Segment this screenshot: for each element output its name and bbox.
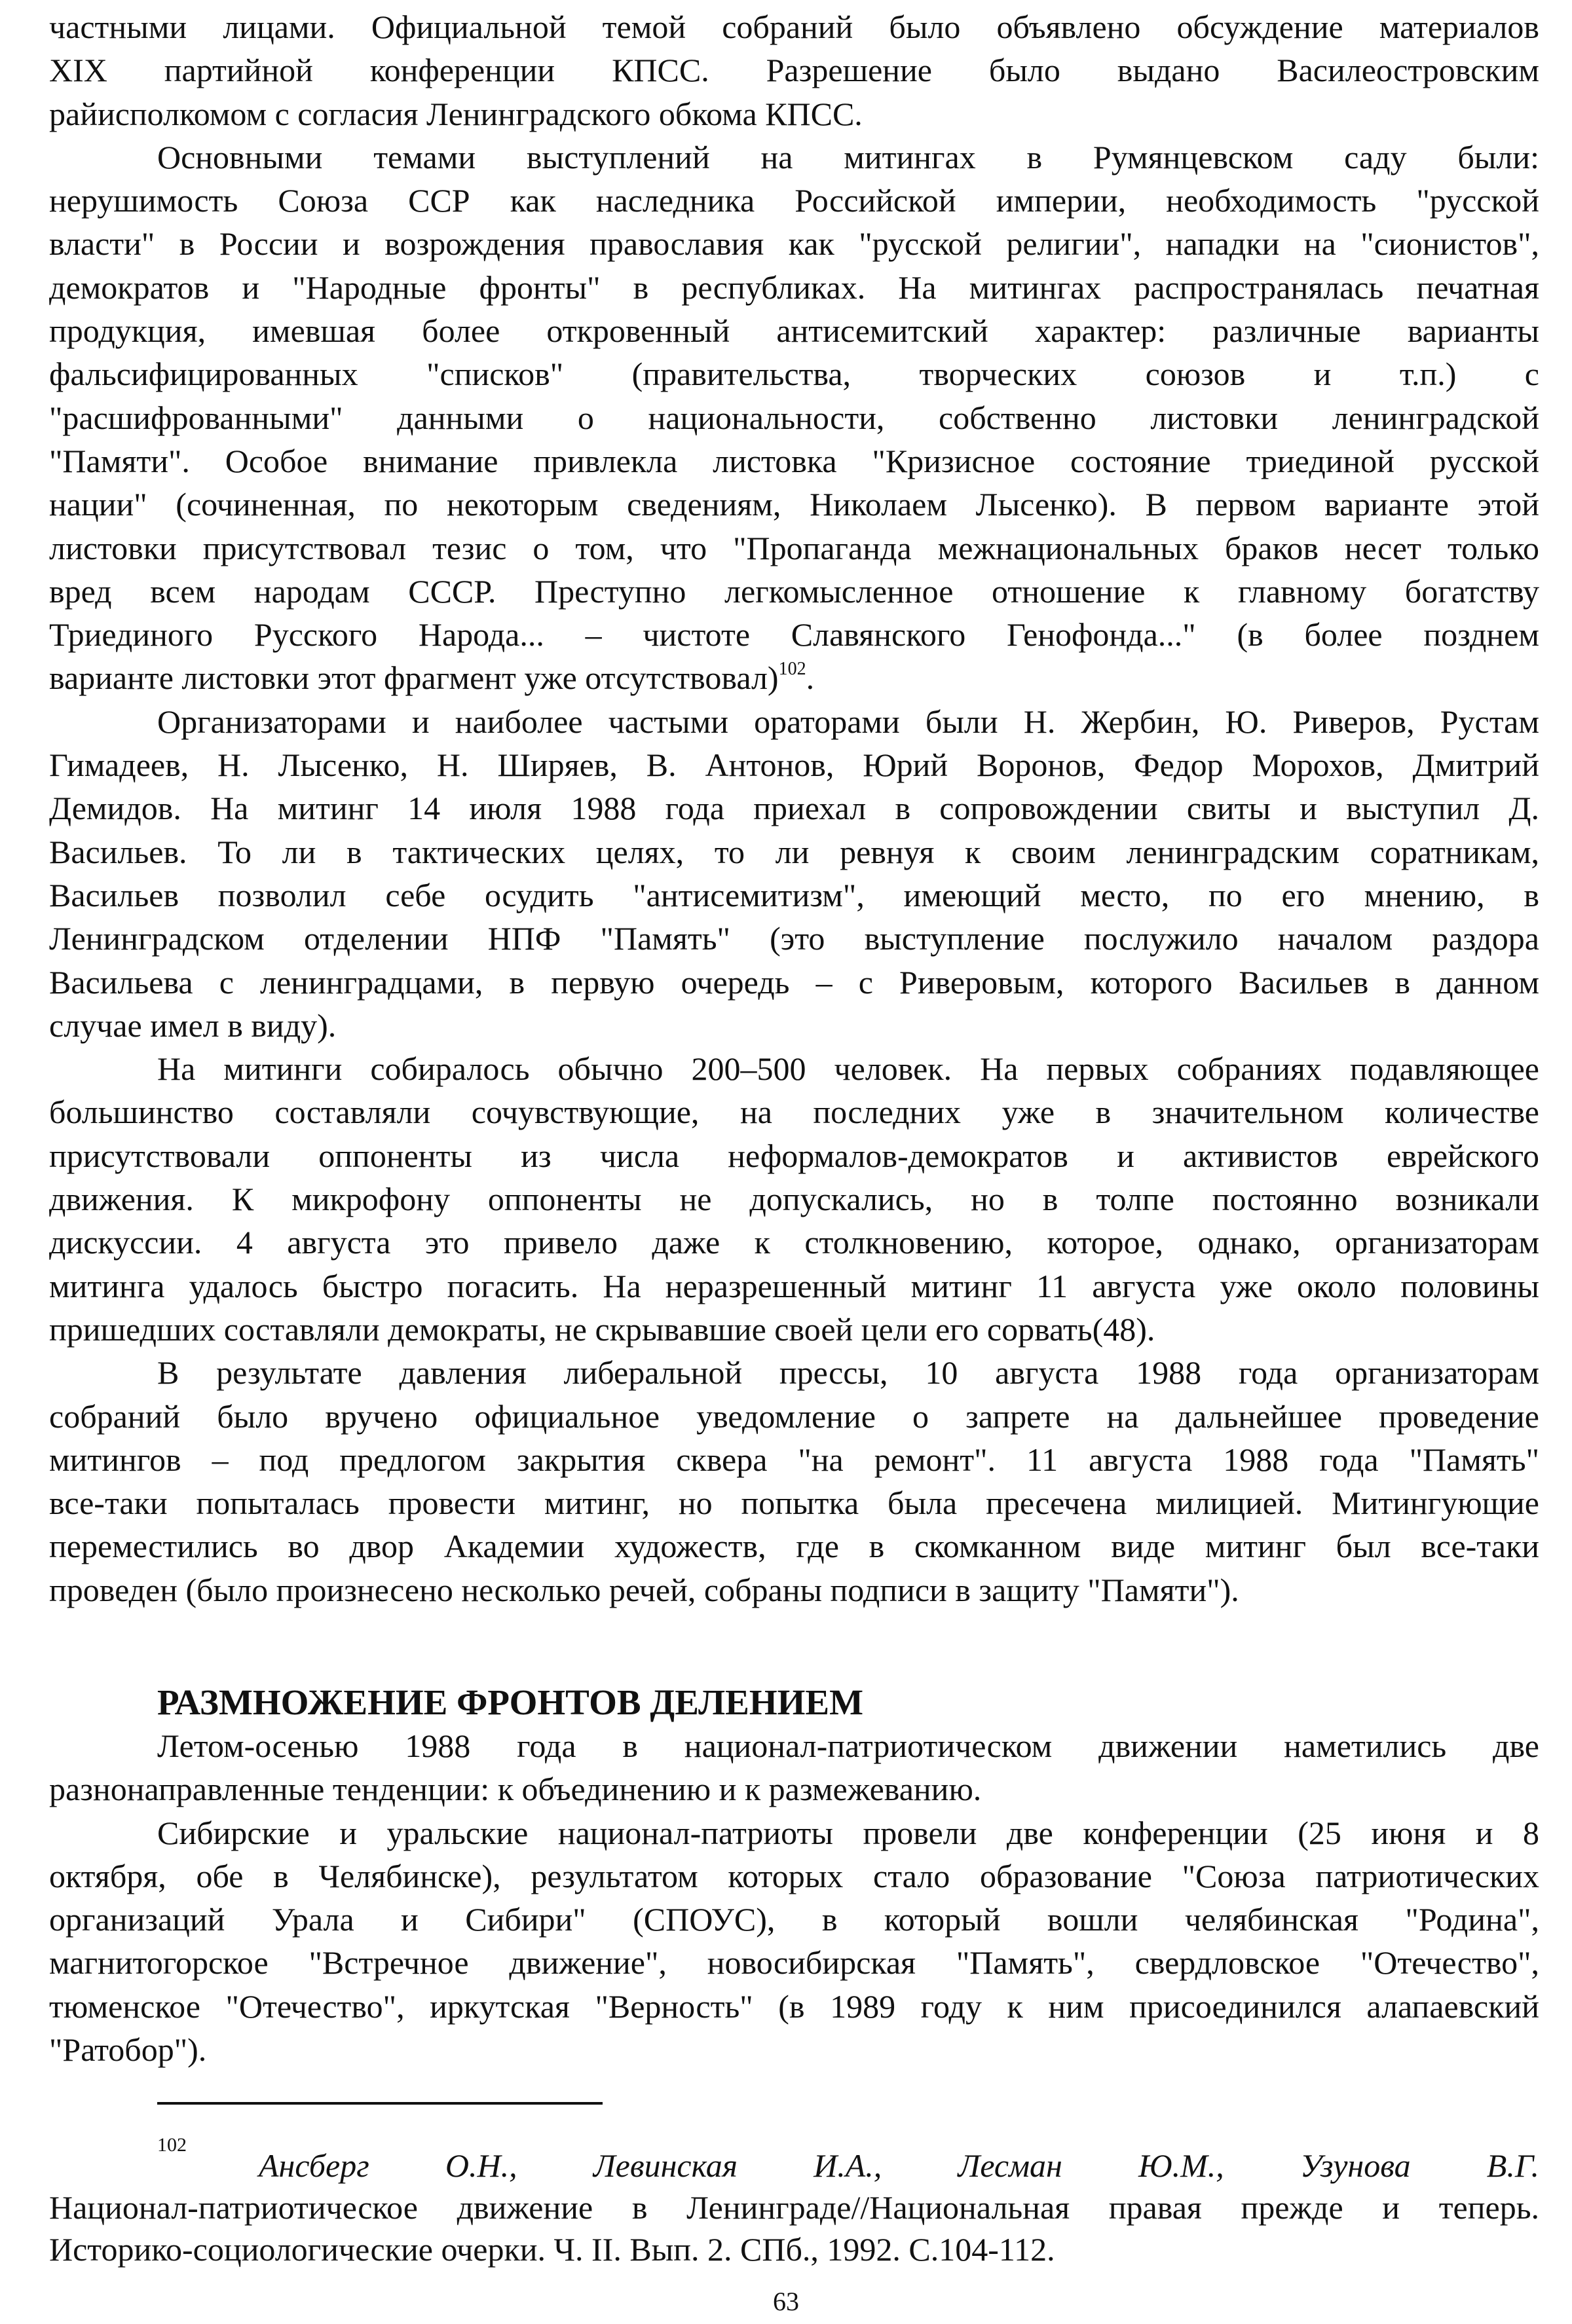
text-line: Триединого Русского Народа... – чистоте Славянского Генофонда..." (в более позднем bbox=[49, 616, 1539, 654]
text-line: движения. К микрофону оппоненты не допускались, но в толпе постоянно возникали bbox=[49, 1181, 1539, 1218]
line-tail: . bbox=[806, 659, 815, 697]
text-line: "расшифрованными" данными о национальности, собственно листовки ленинградской bbox=[49, 399, 1539, 436]
text-line: собраний было вручено официальное уведомление о запрете на дальнейшее проведение bbox=[49, 1397, 1539, 1435]
paragraph bbox=[49, 1811, 1539, 2072]
text-line: октября, обе в Челябинске), результатом которых стало образование "Союза патриотических bbox=[49, 1857, 1539, 1894]
text-line: Демидов. На митинг 14 июля 1988 года приехал в сопровождении свиты и выступил Д. bbox=[49, 790, 1539, 827]
text-line: пришедших составляли демократы, не скрывавшие своей цели его сорвать(48). bbox=[49, 1310, 1155, 1348]
body-text bbox=[49, 5, 1539, 2071]
paragraph bbox=[49, 5, 1539, 136]
text-line bbox=[49, 656, 1539, 699]
text-line: организаций Урала и Сибири" (СПОУС), в который вошли челябинская "Родина", bbox=[49, 1901, 1539, 1938]
text-line: листовки присутствовал тезис о том, что "Пропаганда межнациональных браков несет только bbox=[49, 529, 1539, 566]
text-line: Ленинградском отделении НПФ "Память" (это выступление послужило началом раздора bbox=[49, 920, 1539, 957]
text-line: частными лицами. Официальной темой собраний было объявлено обсуждение материалов bbox=[49, 9, 1539, 45]
text-line: митинга удалось быстро погасить. На неразрешенный митинг 11 августа уже около половины bbox=[49, 1267, 1539, 1304]
text-line: Васильева с ленинградцами, в первую очередь – с Риверовым, которого Васильев в данном bbox=[49, 963, 1539, 1001]
text-line: Организаторами и наиболее частыми ораторами были Н. Жербин, Ю. Риверов, Рустам bbox=[157, 703, 1539, 740]
text-line: Сибирские и уральские национал-патриоты провели две конференции (25 июня и 8 bbox=[157, 1814, 1539, 1851]
text-line: переместились во двор Академии художеств, где в скомканном виде митинг был все-таки bbox=[49, 1528, 1539, 1565]
text-line: На митинги собиралось обычно 200–500 человек. На первых собраниях подавляющее bbox=[157, 1050, 1539, 1088]
text-line: фальсифицированных "списков" (правительства, творческих союзов и т.п.) с bbox=[49, 356, 1539, 393]
footnote bbox=[49, 2134, 1539, 2270]
text-line: "Памяти". Особое внимание привлекла листовка "Кризисное состояние триединой русской bbox=[49, 442, 1539, 479]
text-line: митингов – под предлогом закрытия сквера "на ремонт". 11 августа 1988 года "Память" bbox=[49, 1441, 1539, 1478]
text-line: присутствовали оппоненты из числа неформалов-демократов и активистов еврейского bbox=[49, 1137, 1539, 1174]
text-line: тюменское "Отечество", иркутская "Верность" (в 1989 году к ним присоединился алапаевский bbox=[49, 1987, 1539, 2025]
paragraphs-before-heading bbox=[49, 5, 1539, 1612]
text-line: Основными темами выступлений на митингах в Румянцевском саду были: bbox=[157, 138, 1539, 175]
text-line: продукция, имевшая более откровенный антисемитский характер: различные варианты bbox=[49, 312, 1539, 350]
footnote-reference[interactable]: 102 bbox=[778, 659, 806, 680]
page-number: 63 bbox=[773, 2287, 799, 2316]
line-text: варианте листовки этот фрагмент уже отсутствовал) bbox=[49, 659, 779, 697]
paragraph bbox=[49, 1047, 1539, 1351]
paragraph bbox=[49, 136, 1539, 700]
text-line: разнонаправленные тенденции: к объединению и к размежеванию. bbox=[49, 1771, 982, 1808]
footnote-first-line bbox=[49, 2134, 1539, 2186]
text-line: Летом-осенью 1988 года в национал-патриотическом движении наметились две bbox=[157, 1727, 1539, 1764]
text-line: большинство составляли сочувствующие, на последних уже в значительном количестве bbox=[49, 1094, 1539, 1131]
footnote-divider bbox=[157, 2102, 603, 2105]
footnote-number: 102 bbox=[157, 2134, 187, 2156]
text-line: райисполкомом с согласия Ленинградского обкома КПСС. bbox=[49, 95, 863, 132]
paragraph bbox=[49, 1724, 1539, 1811]
text-line: власти" в России и возрождения православия как "русской религии", нападки на "сионистов", bbox=[49, 225, 1539, 263]
paragraph bbox=[49, 1351, 1539, 1612]
section-heading: РАЗМНОЖЕНИЕ ФРОНТОВ ДЕЛЕНИЕМ bbox=[157, 1682, 863, 1722]
footnote-line: Историко-социологические очерки. Ч. II. Вып. 2. СПб., 1992. С.104-112. bbox=[49, 2231, 1055, 2268]
text-line: нации" (сочиненная, по некоторым сведениям, Николаем Лысенко). В первом варианте этой bbox=[49, 486, 1539, 523]
text-line: Васильев позволил себе осудить "антисемитизм", имеющий место, по его мнению, в bbox=[49, 876, 1539, 913]
text-line: все-таки попыталась провести митинг, но попытка была пресечена милицией. Митингующие bbox=[49, 1485, 1539, 1522]
text-line: магнитогорское "Встречное движение", новосибирская "Память", свердловское "Отечество", bbox=[49, 1944, 1539, 1982]
text-line: В результате давления либеральной прессы, 10 августа 1988 года организаторам bbox=[157, 1354, 1539, 1392]
paragraph bbox=[49, 700, 1539, 1047]
text-line: XIX партийной конференции КПСС. Разрешение было выдано Василеостровским bbox=[49, 52, 1539, 89]
text-line: демократов и "Народные фронты" в республиках. На митингах распространялась печатная bbox=[49, 268, 1539, 306]
text-line: Гимадеев, Н. Лысенко, Н. Ширяев, В. Антонов, Юрий Воронов, Федор Морохов, Дмитрий bbox=[49, 747, 1539, 784]
text-line: случае имел в виду). bbox=[49, 1006, 337, 1044]
text-line: нерушимость Союза ССР как наследника Российской империи, необходимость "русской bbox=[49, 182, 1539, 219]
footnote-line: Национал-патриотическое движение в Ленинграде//Национальная правая прежде и теперь. bbox=[49, 2189, 1539, 2226]
text-line: дискуссии. 4 августа это привело даже к столкновению, которое, однако, организаторам bbox=[49, 1224, 1539, 1261]
text-line: Васильев. То ли в тактических целях, то ли ревнуя к своим ленинградским соратникам, bbox=[49, 833, 1539, 870]
paragraphs-after-heading bbox=[49, 1724, 1539, 2071]
text-line: проведен (было произнесено несколько речей, собраны подписи в защиту "Памяти"). bbox=[49, 1571, 1239, 1608]
text-line: "Ратобор"). bbox=[49, 2031, 207, 2069]
text-line: вред всем народам СССР. Преступно легкомысленное отношение к главному богатству bbox=[49, 572, 1539, 610]
footnote-authors: Ансберг О.Н., Левинская И.А., Лесман Ю.М., Узунова В.Г. bbox=[259, 2147, 1539, 2184]
